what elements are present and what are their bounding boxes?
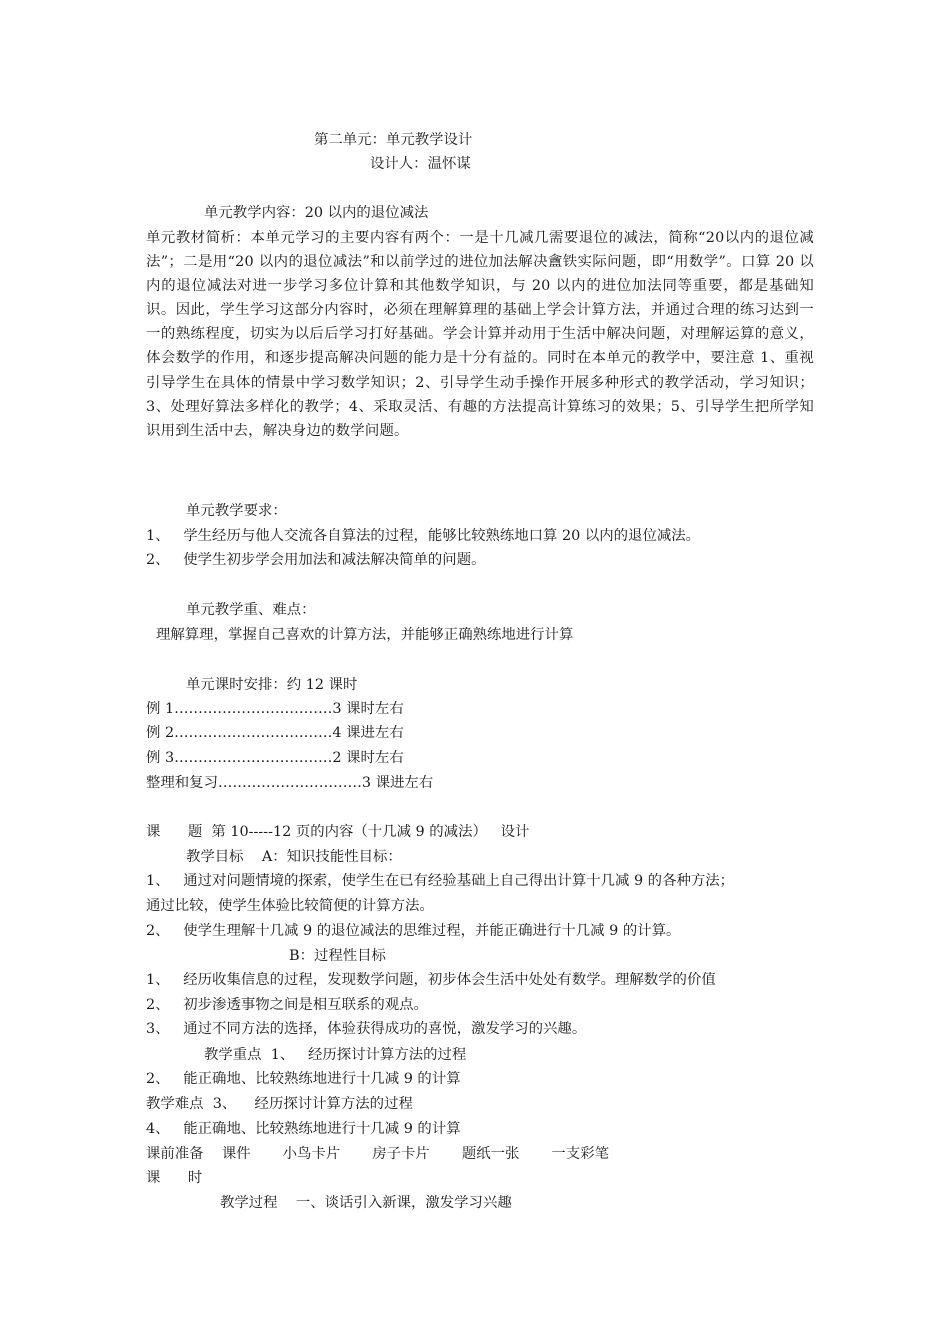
goal-item-continued: 通过比较，使学生体验比较简便的计算方法。 bbox=[146, 898, 434, 914]
document-title: 第二单元：单元教学设计 bbox=[314, 132, 473, 148]
designer-line: 设计人：温怀谋 bbox=[370, 156, 471, 172]
teaching-difficulty-item: 4、 能正确地、比较熟练地进行十几减 9 的计算 bbox=[146, 1121, 461, 1137]
goal-a-heading: 教学目标 A：知识技能性目标： bbox=[186, 849, 402, 865]
lesson-hours: 课 时 bbox=[146, 1170, 203, 1186]
lesson-preparation: 课前准备 课件 小鸟卡片 房子卡片 题纸一张 一支彩笔 bbox=[146, 1146, 609, 1162]
lesson-topic: 课 题 第 10-----12 页的内容（十几减 9 的减法） 设计 bbox=[146, 824, 530, 840]
teaching-focus: 教学重点 1、 经历探讨计算方法的过程 bbox=[204, 1047, 467, 1063]
goal-item: 1、 经历收集信息的过程，发现数学问题，初步体会生活中处处有数学。理解数学的价值 bbox=[146, 972, 716, 988]
requirement-item: 2、 使学生初步学会用加法和减法解决简单的问题。 bbox=[146, 552, 486, 568]
schedule-item: 整理和复习…………………………3 课进左右 bbox=[146, 775, 434, 791]
goal-b-heading: B：过程性目标 bbox=[289, 948, 386, 964]
schedule-item: 例 3……………………………2 课时左右 bbox=[146, 750, 404, 766]
key-points-text: 理解算理，掌握自己喜欢的计算方法，并能够正确熟练地进行计算 bbox=[156, 627, 574, 643]
teaching-focus-item: 2、 能正确地、比较熟练地进行十几减 9 的计算 bbox=[146, 1071, 461, 1087]
key-points-heading: 单元教学重、难点： bbox=[186, 602, 316, 618]
schedule-item: 例 1……………………………3 课时左右 bbox=[146, 701, 404, 717]
requirements-heading: 单元教学要求： bbox=[186, 503, 287, 519]
unit-content: 单元教学内容：20 以内的退位减法 bbox=[204, 205, 429, 221]
schedule-item: 例 2……………………………4 课进左右 bbox=[146, 725, 404, 741]
schedule-heading: 单元课时安排：约 12 课时 bbox=[186, 677, 358, 693]
goal-item: 3、 通过不同方法的选择，体验获得成功的喜悦，激发学习的兴趣。 bbox=[146, 1021, 587, 1037]
teaching-process: 教学过程 一、谈话引入新课，激发学习兴趣 bbox=[220, 1195, 512, 1211]
requirement-item: 1、 学生经历与他人交流各自算法的过程，能够比较熟练地口算 20 以内的退位减法。 bbox=[146, 528, 701, 544]
teaching-difficulty: 教学难点 3、 经历探讨计算方法的过程 bbox=[146, 1096, 413, 1112]
goal-item: 2、 使学生理解十几减 9 的退位减法的思维过程，并能正确进行十几减 9 的计算。 bbox=[146, 923, 681, 939]
unit-analysis: 单元教材简析：本单元学习的主要内容有两个：一是十几减几需要退位的减法，简称“20以内的退位减法”；二是用“20 以内的退位减法”和以前学过的进位加法解决盦铁实际问题，即“用数学”。口算 20 以内的退位减法对进一步学习多位计算和其他数学知识，与 20 以内的进位加法同等重要，都是基础知识。因此，学生学习这部分内容时，必须在理解算理的基础上学会计算方法，并通过合理的练习达到一一的熟练程度，切实为以后后学习打好基础。学会计算并动用于生活中解决问题，对理解运算的意义，体会数学的作用，和逐步提高解决问题的能力是十分有益的。同时在本单元的教学中，要注意 1、重视引导学生在具体的情景中学习数学知识；2、引导学生动手操作开展多种形式的教学活动，学习知识；3、处理好算法多样化的教学；4、采取灵活、有趣的方法提高计算练习的效果；5、引导学生把所学知识用到生活中去，解决身边的数学问题。 bbox=[146, 230, 814, 439]
goal-item: 1、 通过对问题情境的探索，使学生在已有经验基础上自己得出计算十几减 9 的各种方法； bbox=[146, 873, 735, 889]
goal-item: 2、 初步渗透事物之间是相互联系的观点。 bbox=[146, 997, 428, 1013]
